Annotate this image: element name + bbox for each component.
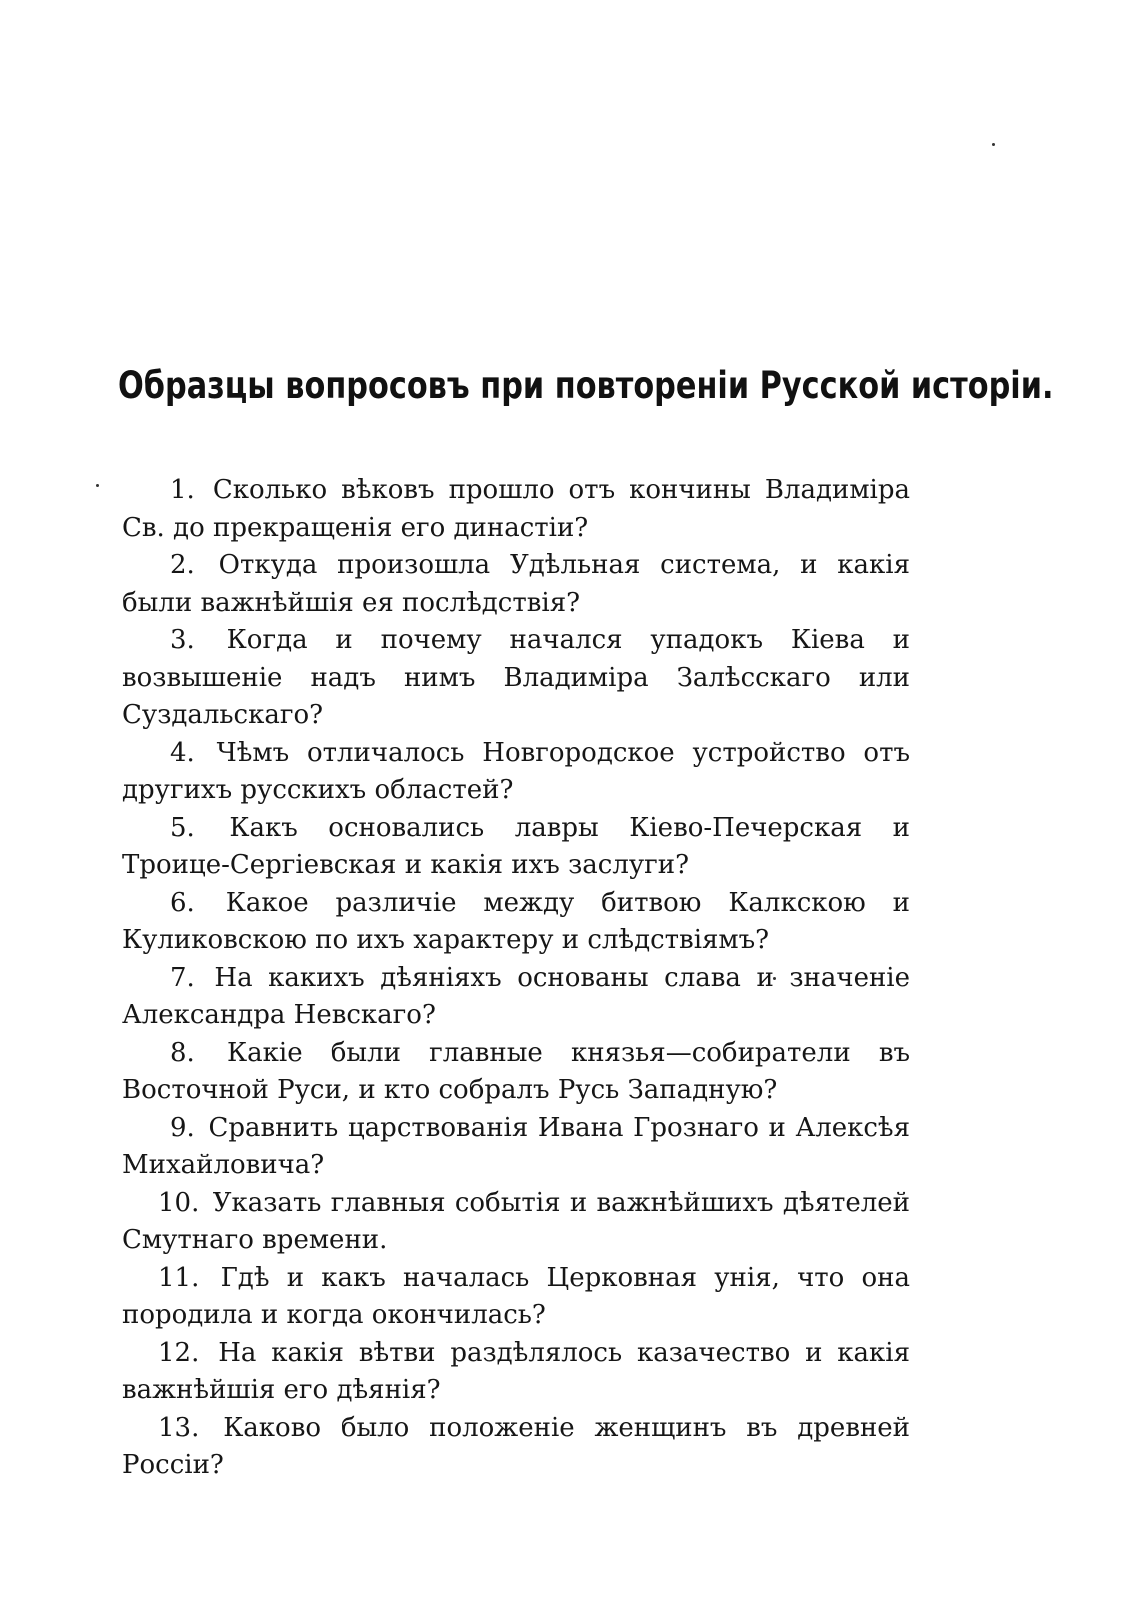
question-text: Сколько вѣковъ прошло отъ кончины Владиміра Св. до прекращенія его династіи? (122, 475, 911, 543)
question-text: Указать главныя событія и важнѣйшихъ дѣятелей Смутнаго времени. (122, 1187, 910, 1255)
question-text: Сравнить царствованія Ивана Грознаго и Алексѣя Михайловича? (122, 1112, 911, 1180)
question-text: На какихъ дѣяніяхъ основаны слава и значеніе Александра Невскаго? (122, 962, 910, 1030)
question-item (122, 960, 910, 1035)
question-number: 4. (170, 737, 195, 768)
question-text: Какіе были главные князья—собиратели въ Восточной Руси, и кто собралъ Русь Западную? (122, 1037, 911, 1105)
question-text: Когда и почему начался упадокъ Кіева и возвышеніе надъ нимъ Владиміра Залѣсскаго или Суздальскаго? (122, 625, 911, 730)
question-number: 3. (170, 625, 195, 655)
questions-list (122, 472, 910, 1485)
question-number: 5. (170, 812, 195, 843)
question-text: Откуда произошла Удѣльная система, и какія были важнѣйшія ея послѣдствія? (122, 550, 911, 618)
question-text: Какъ основались лавры Кіево-Печерская и Троице-Сергіевская и какія ихъ заслуги? (122, 812, 910, 880)
question-item (122, 810, 910, 885)
question-item (122, 547, 910, 622)
question-number: 1. (170, 475, 195, 505)
question-item (122, 735, 910, 810)
question-number: 7. (170, 962, 195, 993)
scan-speck (96, 484, 99, 487)
question-number: 9. (170, 1112, 195, 1143)
question-text: Какое различіе между битвою Калкскою и Куликовскою по ихъ характеру и слѣдствіямъ? (122, 887, 911, 955)
question-text: Чѣмъ отличалось Новгородское устройство отъ другихъ русскихъ областей? (122, 737, 910, 805)
question-item (122, 1410, 910, 1485)
question-item (122, 1335, 910, 1410)
question-text: Гдѣ и какъ началась Церковная унія, что она породила и когда окончилась? (122, 1262, 910, 1330)
question-text: Каково было положеніе женщинъ въ древней Россіи? (122, 1412, 911, 1480)
question-item (122, 1035, 910, 1110)
question-text: На какія вѣтви раздѣлялось казачество и какія важнѣйшія его дѣянія? (122, 1337, 911, 1405)
question-number: 2. (170, 550, 195, 580)
question-number: 12. (158, 1337, 200, 1368)
scan-speck (992, 143, 995, 146)
question-number: 8. (170, 1037, 195, 1068)
page-heading: Образцы вопросовъ при повтореніи Русской исторіи. (118, 364, 1054, 407)
question-item (122, 1185, 910, 1260)
question-item (122, 1110, 910, 1185)
question-number: 13. (158, 1412, 200, 1443)
question-number: 6. (170, 887, 195, 918)
question-item (122, 472, 910, 547)
question-item (122, 622, 910, 735)
question-item (122, 885, 910, 960)
question-number: 11. (158, 1262, 200, 1293)
question-number: 10. (158, 1187, 200, 1218)
question-item (122, 1260, 910, 1335)
